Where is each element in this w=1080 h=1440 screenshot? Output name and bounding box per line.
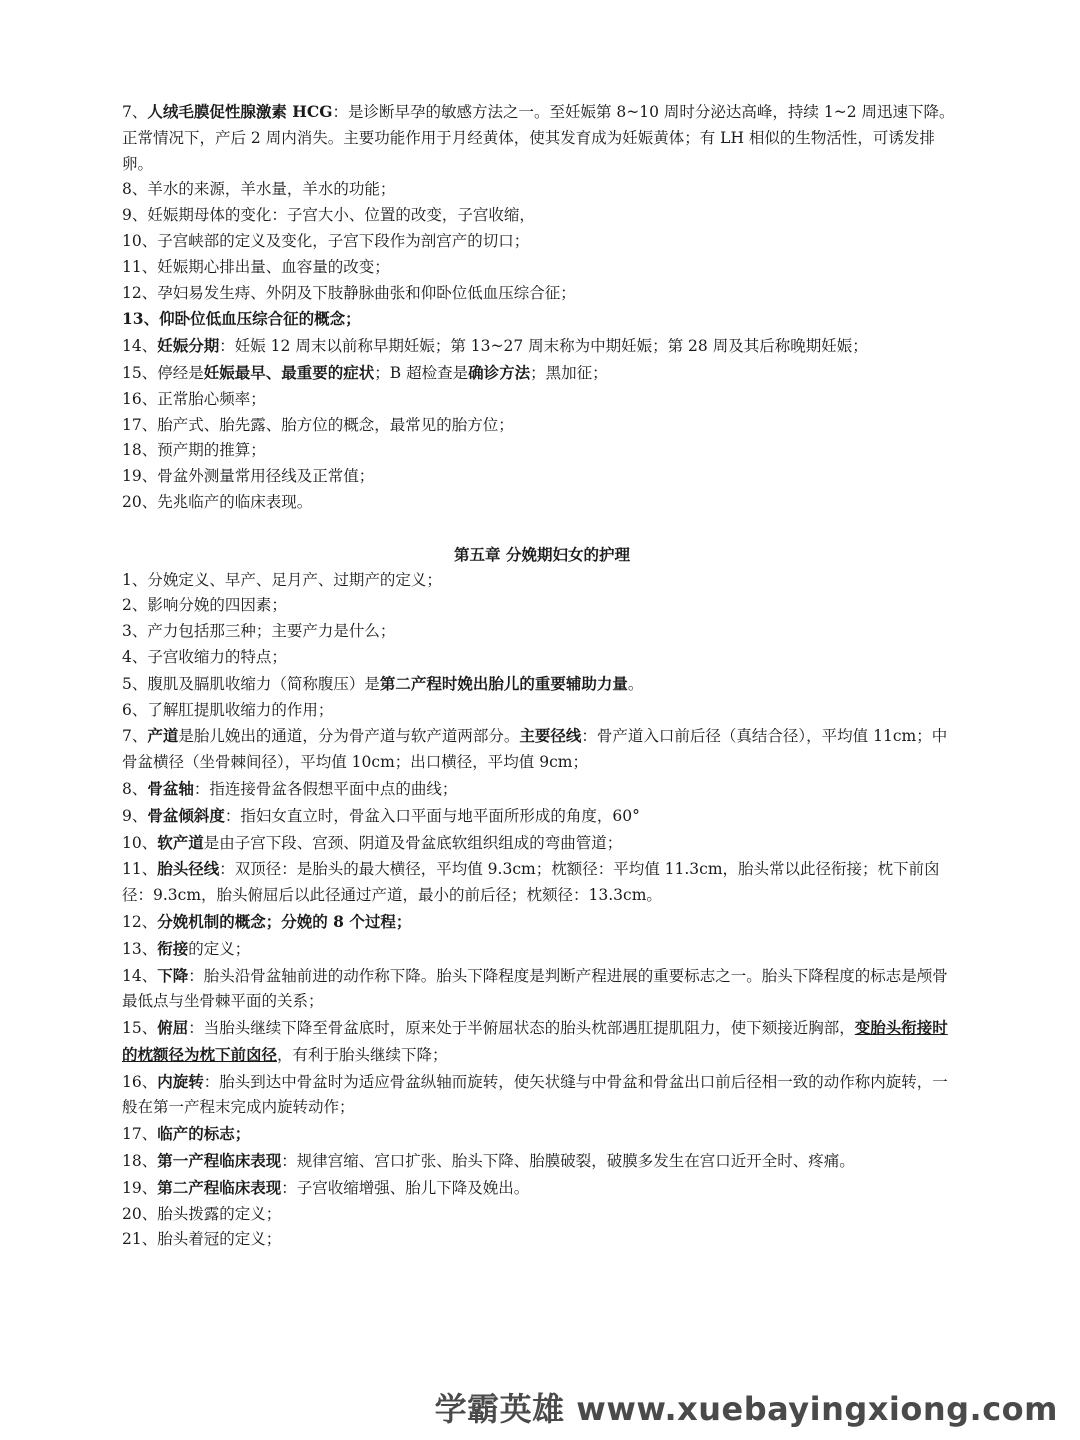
site-watermark: 学霸英雄 www.xuebayingxiong.com (434, 1390, 1058, 1428)
item-number: 17、 (122, 415, 158, 434)
list-item (122, 413, 962, 439)
chapter-title: 第五章 分娩期妇女的护理 (454, 544, 630, 564)
item-number: 10、 (122, 231, 158, 250)
item-text: 胎头拨露的定义； (157, 1204, 282, 1223)
item-text: 胎产式、胎先露、胎方位的概念，最常见的胎方位； (157, 415, 514, 434)
section-delivery-list (122, 568, 962, 1254)
item-text: 妊娠期心排出量、血容量的改变； (157, 257, 390, 276)
item-number: 11、 (122, 257, 158, 276)
item-number: 13、 (122, 939, 158, 958)
list-item (122, 281, 962, 307)
item-text-bold: 骨盆轴 (147, 778, 194, 798)
list-item (122, 568, 962, 594)
item-number: 9、 (122, 806, 148, 825)
item-number: 8、 (122, 180, 148, 199)
list-item (122, 490, 962, 516)
list-item (122, 776, 962, 803)
item-number: 14、 (122, 337, 158, 356)
item-number: 1、 (122, 570, 148, 589)
item-number: 20、 (122, 492, 158, 511)
item-number: 8、 (122, 779, 148, 798)
item-number: 6、 (122, 700, 148, 719)
item-text: 预产期的推算； (157, 441, 266, 460)
item-text: ：胎头沿骨盆轴前进的动作称下降。胎头下降程度是判断产程进展的重要标志之一。胎头下降程度的标志是颅骨最低点与坐骨棘平面的关系； (122, 966, 948, 1011)
list-item (122, 803, 962, 830)
item-text: ：当胎头继续下降至骨盆底时，原来处于半俯屈状态的胎头枕部遇肛提肌阻力，使下颏接近胸部， (188, 1019, 855, 1038)
item-text-bold: 下降 (157, 965, 189, 985)
item-text: ：子宫收缩增强、胎儿下降及娩出。 (281, 1178, 530, 1197)
item-text: 是胎儿娩出的通道，分为骨产道与软产道两部分。 (178, 727, 520, 746)
item-number: 5、 (122, 674, 148, 693)
item-number: 16、 (122, 1072, 158, 1091)
list-item (122, 963, 962, 1016)
item-text: 分娩定义、早产、足月产、过期产的定义； (147, 570, 442, 589)
list-item (122, 177, 962, 203)
item-number: 15、 (122, 1019, 158, 1038)
item-text-bold: 软产道 (157, 832, 204, 852)
item-text: 妊娠期母体的变化：子宫大小、位置的改变，子宫收缩， (147, 206, 535, 225)
list-item (122, 1069, 962, 1122)
item-text: 是由子宫下段、宫颈、阴道及骨盆底软组织组成的弯曲管道； (203, 833, 623, 852)
item-text-bold: 人绒毛膜促性腺激素 HCG (147, 102, 333, 121)
item-text: 的定义； (188, 939, 251, 958)
item-number: 2、 (122, 596, 148, 615)
item-text: ：胎头到达中骨盆时为适应骨盆纵轴而旋转，使矢状缝与中骨盆和骨盆出口前后径相一致的动作称内旋转，一般在第一产程末完成内旋转动作； (122, 1072, 948, 1117)
item-text: 子宫峡部的定义及变化，子宫下段作为剖宫产的切口； (157, 231, 530, 250)
list-item (122, 1175, 962, 1202)
item-text-bold: 主要径线 (519, 726, 582, 746)
item-text: 先兆临产的临床表现。 (157, 492, 313, 511)
list-item (122, 1202, 962, 1228)
item-text: ；B 超检查是 (374, 363, 469, 382)
item-text: 腹肌及膈肌收缩力（简称腹压）是 (147, 674, 380, 693)
item-text: 胎头着冠的定义； (157, 1230, 282, 1249)
item-text: 停经是 (157, 363, 204, 382)
item-text: 骨盆外测量常用径线及正常值； (157, 467, 375, 486)
document-body (122, 99, 962, 1253)
item-text: ：双顶径：是胎头的最大横径，平均值 9.3cm；枕额径：平均值 11.3cm，胎头常以此径衔接；枕下前囟径：9.3cm，胎头俯屈后以此径通过产道，最小的前后径；枕颏径：13.3cm。 (122, 860, 940, 905)
list-item (122, 909, 962, 936)
item-text: ：妊娠 12 周末以前称早期妊娠；第 13~27 周末称为中期妊娠；第 28 周及其后称晚期妊娠； (219, 337, 868, 356)
item-text: ：指连接骨盆各假想平面中点的曲线； (193, 779, 458, 798)
item-number: 13、 (122, 309, 160, 329)
list-item (122, 1227, 962, 1253)
item-text-bold: 妊娠最早、最重要的症状 (203, 362, 375, 382)
list-item (122, 698, 962, 724)
item-text-bold: 仰卧位低血压综合征的概念； (159, 309, 361, 329)
item-number: 12、 (122, 283, 158, 302)
item-number: 21、 (122, 1230, 158, 1249)
list-item (122, 255, 962, 281)
list-item (122, 464, 962, 490)
list-item (122, 645, 962, 671)
item-number: 3、 (122, 622, 148, 641)
item-text-bold: 俯屈 (157, 1018, 189, 1038)
item-number: 9、 (122, 206, 148, 225)
list-item (122, 830, 962, 857)
list-item (122, 671, 962, 698)
item-text: 影响分娩的四因素； (147, 596, 287, 615)
item-number: 20、 (122, 1204, 158, 1223)
list-item (122, 1121, 962, 1148)
item-number: 16、 (122, 389, 158, 408)
list-item (122, 619, 962, 645)
item-text-bold: 第二产程时娩出胎儿的重要辅助力量 (379, 673, 628, 693)
item-text: 子宫收缩力的特点； (147, 647, 287, 666)
list-item (122, 856, 962, 909)
section-pregnancy-list (122, 99, 962, 516)
item-number: 7、 (122, 103, 148, 121)
list-item (122, 1148, 962, 1175)
item-number: 7、 (122, 727, 148, 746)
item-text-bold: 内旋转 (157, 1071, 204, 1091)
item-number: 17、 (122, 1125, 158, 1144)
item-text: 羊水的来源，羊水量，羊水的功能； (147, 180, 396, 199)
item-text: ，有利于胎头继续下降； (277, 1045, 448, 1064)
list-item (122, 723, 962, 776)
item-text-bold: 临产的标志； (157, 1124, 251, 1144)
item-text: ：指妇女直立时，骨盆入口平面与地平面所形成的角度，60° (224, 806, 640, 825)
item-text-bold: 骨盆倾斜度 (147, 805, 225, 825)
item-text: 产力包括那三种；主要产力是什么； (147, 622, 396, 641)
item-number: 11、 (122, 860, 158, 879)
list-item (122, 99, 962, 177)
item-number: 19、 (122, 1178, 158, 1197)
item-number: 14、 (122, 966, 158, 985)
item-text: ；黑加征； (530, 363, 608, 382)
item-text-bold: 妊娠分期 (157, 336, 220, 356)
item-text: 孕妇易发生痔、外阴及下肢静脉曲张和仰卧位低血压综合征； (157, 283, 576, 302)
item-text-bold: 衔接 (157, 938, 189, 958)
item-number: 19、 (122, 467, 158, 486)
list-item (122, 306, 962, 333)
item-text: 正常胎心频率； (157, 389, 266, 408)
item-number: 10、 (122, 833, 158, 852)
item-text-bold: 胎头径线 (157, 859, 220, 879)
item-text-bold: 产道 (147, 726, 179, 746)
item-text-bold: 确诊方法 (468, 362, 531, 382)
item-text: 。 (627, 674, 644, 693)
list-item (122, 229, 962, 255)
list-item (122, 438, 962, 464)
item-text-bold: 第一产程临床表现 (157, 1151, 282, 1171)
item-text: ：是诊断早孕的敏感方法之一。至妊娠第 8~10 周时分泌达高峰，持续 1~2 周迅速下降。正常情况下，产后 2 周内消失。主要功能作用于月经黄体，使其发育成为妊娠黄体；有 LH 相似的生物活性，可诱发排卵。 (122, 103, 955, 173)
item-number: 4、 (122, 647, 148, 666)
item-text: 了解肛提肌收缩力的作用； (147, 700, 334, 719)
list-item (122, 936, 962, 963)
item-number: 18、 (122, 441, 158, 460)
list-item (122, 387, 962, 413)
item-text: ：骨产道入口前后径（真结合径），平均值 11cm；中骨盆横径（坐骨棘间径），平均值 10cm；出口横径，平均值 9cm； (122, 727, 948, 772)
list-item (122, 333, 962, 360)
item-text: ：规律宫缩、宫口扩张、胎头下降、胎膜破裂，破膜多发生在宫口近开全时、疼痛。 (281, 1152, 855, 1171)
item-text-bold: 分娩机制的概念；分娩的 8 个过程； (157, 911, 412, 931)
list-item (122, 1015, 962, 1069)
list-item (122, 203, 962, 229)
list-item (122, 360, 962, 387)
item-text-bold: 第二产程临床表现 (157, 1177, 282, 1197)
item-number: 15、 (122, 363, 158, 382)
item-number: 18、 (122, 1152, 158, 1171)
item-number: 12、 (122, 912, 158, 931)
item-text-bold: 变胎头衔接时的枕额径为枕下前囟径 (122, 1018, 948, 1064)
list-item (122, 593, 962, 619)
